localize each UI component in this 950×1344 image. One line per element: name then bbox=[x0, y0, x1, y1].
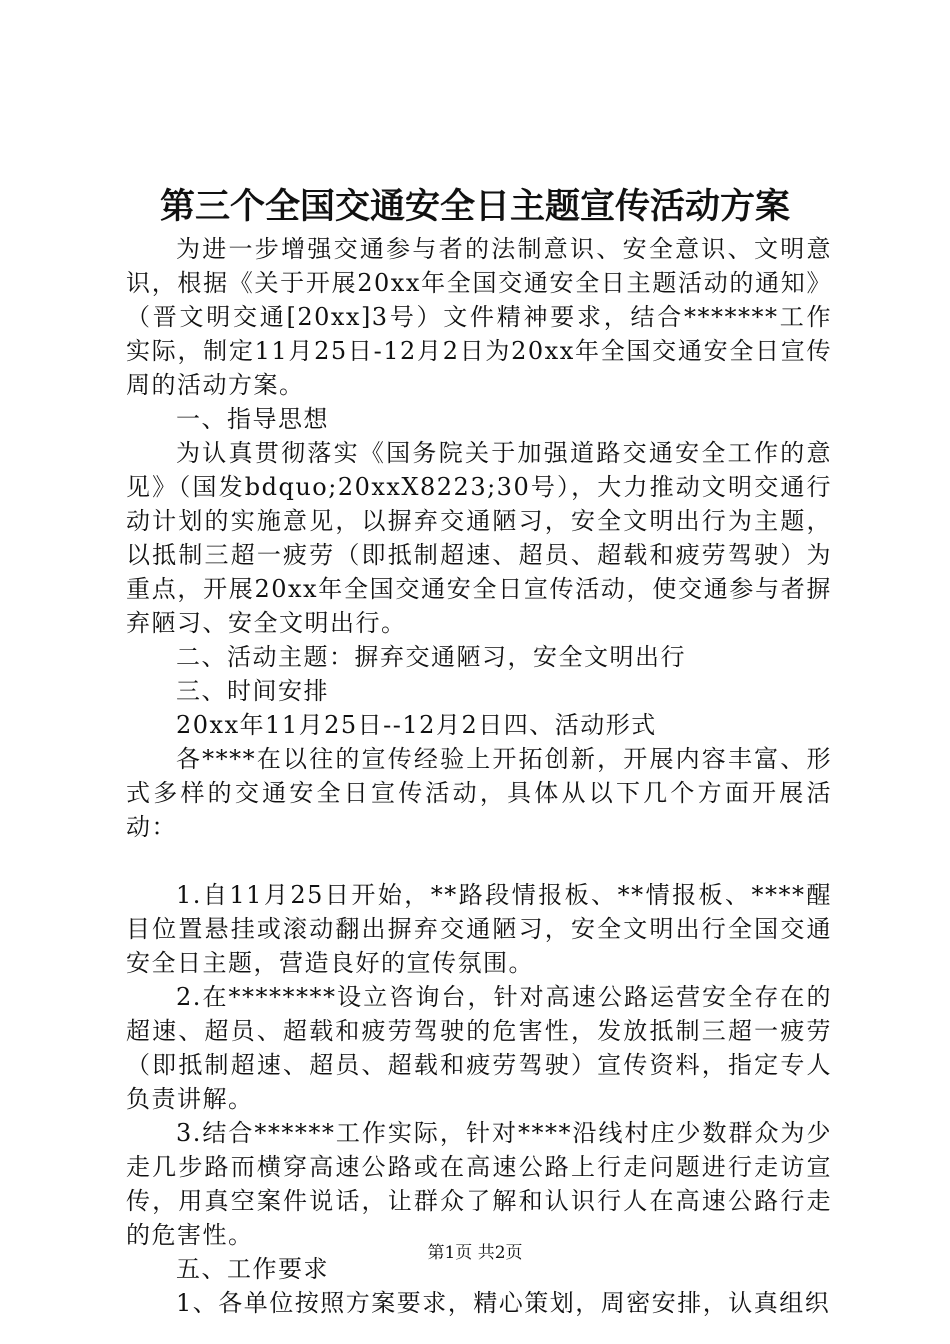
page-footer: 第1页 共2页 bbox=[427, 1243, 523, 1263]
section-heading-schedule: 三、时间安排 bbox=[176, 677, 329, 705]
document-body bbox=[126, 232, 832, 1320]
paragraph-requirement-1: 1、各单位按照方案要求，精心策划，周密安排，认真组织 bbox=[176, 1289, 831, 1317]
paragraph-activity-2: 2.在********设立咨询台，针对高速公路运营安全存在的超速、超员、超载和疲劳驾驶的危害性，发放抵制三超一疲劳（即抵制超速、超员、超载和疲劳驾驶）宣传资料，指定专人负责讲解。 bbox=[126, 983, 832, 1113]
section-heading-guiding-thought: 一、指导思想 bbox=[176, 405, 329, 433]
paragraph-activity-3: 3.结合******工作实际，针对****沿线村庄少数群众为少走几步路而横穿高速公路或在高速公路上行走问题进行走访宣传，用真空案件说话，让群众了解和认识行人在高速公路行走的危害性。 bbox=[126, 1119, 832, 1249]
section-heading-requirements: 五、工作要求 bbox=[176, 1255, 329, 1283]
section-heading-theme: 二、活动主题：摒弃交通陋习，安全文明出行 bbox=[176, 643, 686, 671]
paragraph-intro: 为进一步增强交通参与者的法制意识、安全意识、文明意识，根据《关于开展20xx年全国交通安全日主题活动的通知》（晋文明交通[20xx]3号）文件精神要求，结合*******工作实际，制定11月25日-12月2日为20xx年全国交通安全日宣传周的活动方案。 bbox=[126, 235, 832, 399]
paragraph-activity-form: 各****在以往的宣传经验上开拓创新，开展内容丰富、形式多样的交通安全日宣传活动，具体从以下几个方面开展活动： bbox=[126, 745, 832, 841]
blank-line bbox=[126, 844, 832, 878]
paragraph-schedule: 20xx年11月25日--12月2日四、活动形式 bbox=[176, 711, 657, 739]
paragraph-activity-1: 1.自11月25日开始，**路段情报板、**情报板、****醒目位置悬挂或滚动翻出摒弃交通陋习，安全文明出行全国交通安全日主题，营造良好的宣传氛围。 bbox=[126, 881, 832, 977]
document-title: 第三个全国交通安全日主题宣传活动方案 bbox=[159, 186, 790, 227]
paragraph-guiding-thought: 为认真贯彻落实《国务院关于加强道路交通安全工作的意见》（国发bdquo;20xxX8223;30号），大力推动文明交通行动计划的实施意见，以摒弃交通陋习，安全文明出行为主题，以抵制三超一疲劳（即抵制超速、超员、超载和疲劳驾驶）为重点，开展20xx年全国交通安全日宣传活动，使交通参与者摒弃陋习、安全文明出行。 bbox=[126, 439, 832, 637]
